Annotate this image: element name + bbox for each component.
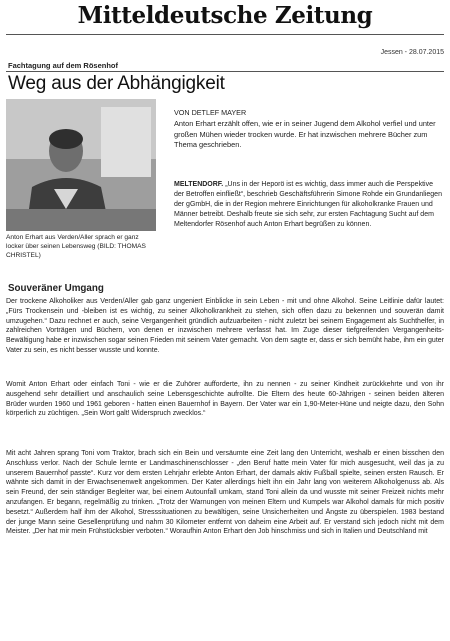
lead-paragraph: Anton Erhart erzählt offen, wie er in seiner Jugend dem Alkohol verfiel und unter großen Mühen wieder trocken wurde. Er hat inzwischen mehrere Bücher zum Thema geschrieben.: [174, 119, 436, 150]
intro-text: „Uns in der Heporö ist es wichtig, dass immer auch die Perspektive der Betroffen einfließt“, beschrieb Geschäftsführerin Simone Rohde ein Grundanliegen der gGmbH, die in der Region mehrere Einrichtungen für alkoholkranke Frauen und Männer betreibt. Deshalb freute sie sich sehr, zur ersten Fachtagung Sucht auf dem Meltendorfer Rösenhof auch Anton Erhart begrüßen zu können.: [174, 181, 442, 228]
body-paragraph: Womit Anton Erhart oder einfach Toni - wie er die Zuhörer aufforderte, ihn zu nennen - zu seiner Kindheit zurückkehrte und von ihr ausgehend sehr detailliert und anschaulich seine Lebensgeschichte aufrollte. Die Eltern des heute 60-Jährigen - seinen beiden älteren Brüder wurden 1960 und 1961 geboren - hatten einen Bauernhof in Bayern. Der Vater war ein 1,90-Meter-Hüne und neigte dazu, den Sohn körperlich zu züchtigen. „Sein Wort galt! Widerspruch zwecklos.“: [6, 381, 444, 418]
masthead-rule: [6, 34, 444, 35]
dateline: MELTENDORF.: [174, 181, 224, 188]
kicker-rule: [6, 71, 444, 72]
newspaper-masthead: Mitteldeutsche Zeitung: [77, 2, 373, 29]
article-headline: Weg aus der Abhängigkeit: [8, 73, 225, 94]
place-date: Jessen - 28.07.2015: [380, 49, 444, 56]
photo-caption: Anton Erhart aus Verden/Aller sprach er ganz locker über seinen Lebensweg (BILD: THOMAS CHRISTEL): [6, 234, 146, 259]
section-kicker: Fachtagung auf dem Rösenhof: [8, 61, 119, 70]
photo-image: [6, 99, 156, 231]
article-photo: [6, 99, 156, 231]
intro-paragraph: [174, 180, 444, 230]
body-paragraph: Der trockene Alkoholiker aus Verden/Aller gab ganz ungeniert Einblicke in sein Leben - mit und ohne Alkohol. Seine Leitlinie dafür lautet: „Fürs Trockensein und -bleiben ist es wichtig, zu seiner Alkoholkrankheit zu stehen, sich offen dazu zu bekennen und souverän damit umzugehen.“ Dazu rechnet er auch, seine Vergangenheit gründlich aufzuarbeiten - nicht zuletzt bei seinem Engagement als Suchthelfer, in zahlreichen Vorträgen und Büchern, von denen er inzwischen mehrere verfasst hat. Im Zuge dieser tiefgreifenden Vergangenheits-Bewältigung habe er inzwischen sogar seinen Frieden mit seinem Vater gemacht. Von dem sagte er, dass er sich bemüht habe, ihm ein guter Vater zu sein, es nicht besser wusste und konnte.: [6, 298, 444, 354]
byline: VON DETLEF MAYER: [174, 108, 247, 117]
body-paragraph: Mit acht Jahren sprang Toni vom Traktor, brach sich ein Bein und versäumte eine Zeit lang den Unterricht, weshalb er einen bisschen den Anschluss verlor. Nach der Schule lernte er Landmaschinenschlosser - „den Beruf hatte mein Vater für mich ausgesucht, weil das ja zu unserem Bauernhof passte“. Kurz vor dem ersten Lehrjahr erlebte Anton Erhart, der damals aktiv Fußball spielte, seinen ersten Rausch. Er wähnte sich damit in der Erwachsenenwelt angekommen. Der Kater allerdings hielt ihn ein Jahr lang von weiterem Alkoholgenuss ab. Als sein Freund, der sein ständiger Begleiter war, bei einem Autounfall umkam, stand Toni allein da und wusste mit seiner Freizeit nichts mehr anzufangen. Er begann, regelmäßig zu trinken. „Trotz der Warnungen von meinen Eltern und Kumpels war Alkohol damals für mich positiv besetzt.“ Außerdem half ihm der Alkohol, Stresssituationen zu bewältigen, seine Unsicherheiten und Ängste zu überspielen. 1983 bestand der junge Mann seine Gesellenprüfung und nahm 30 Kilometer entfernt von daheim eine Arbeit auf. Er verstand sich jedoch nicht mit dem Meister. „Der hat mir mein Frühstücksbier verboten.“ Woraufhin Anton Erhart den Job hinschmiss und sich in Italien und Deutschland mit: [6, 450, 444, 536]
subheading: Souveräner Umgang: [8, 283, 104, 294]
